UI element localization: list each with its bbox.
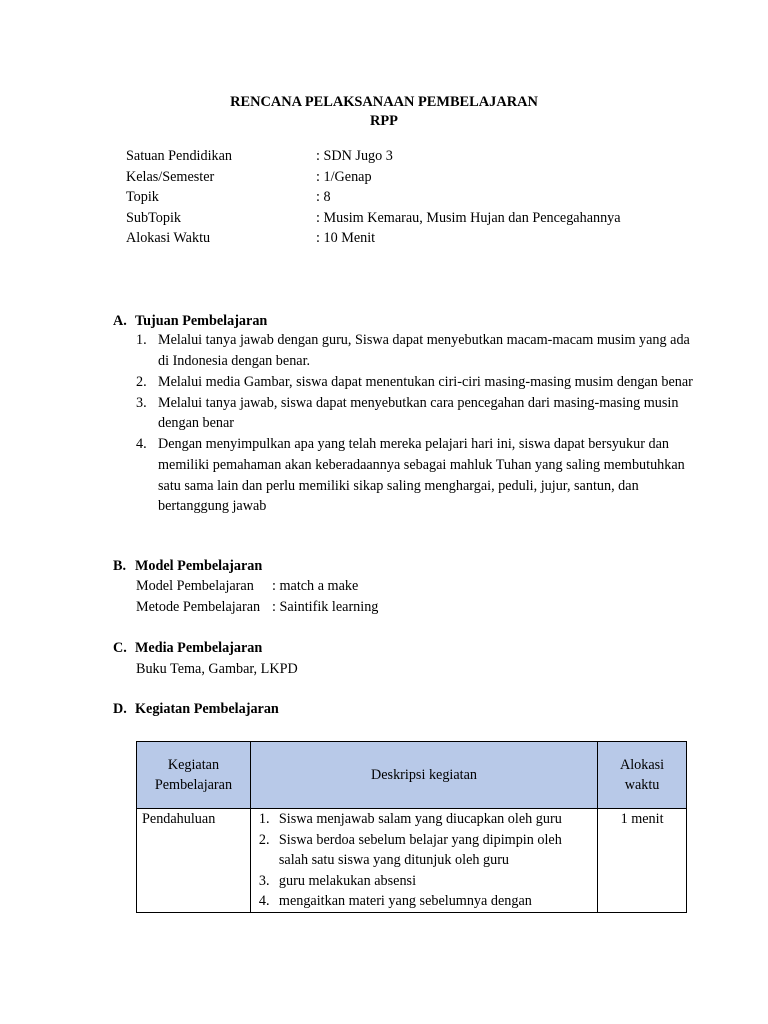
section-letter: B. <box>113 558 127 574</box>
section-letter: A. <box>113 313 127 329</box>
list-item <box>255 830 593 871</box>
list-number: 2. <box>258 831 270 848</box>
list-item <box>136 393 696 434</box>
identity-value: : Musim Kemarau, Musim Hujan dan Pencegahannya <box>316 209 621 226</box>
identity-row <box>126 228 375 248</box>
section-title: Kegiatan Pembelajaran <box>135 701 279 717</box>
list-number: 4. <box>136 436 147 453</box>
list-number: 4. <box>258 893 270 910</box>
list-number: 3. <box>258 872 270 889</box>
section-title: Model Pembelajaran <box>135 558 263 574</box>
section-title: Tujuan Pembelajaran <box>135 313 268 329</box>
col-header-kegiatan: Kegiatan Pembelajaran <box>137 742 251 809</box>
list-text: Melalui tanya jawab dengan guru, Siswa dapat menyebutkan macam-macam musim yang ada di Indonesia dengan benar. <box>158 332 690 369</box>
deskripsi-cell <box>250 809 597 913</box>
list-text: Melalui tanya jawab, siswa dapat menyebutkan cara pencegahan dari masing-masing musin dengan benar <box>158 394 679 432</box>
deskripsi-list <box>255 809 593 912</box>
section-c-heading <box>113 638 262 658</box>
list-item <box>255 871 593 892</box>
media-text: Buku Tema, Gambar, LKPD <box>136 661 298 677</box>
col-header-deskripsi: Deskripsi kegiatan <box>250 742 597 809</box>
col-header-alokasi: Alokasi waktu <box>598 742 687 809</box>
kegiatan-cell: Pendahuluan <box>137 809 251 913</box>
list-item <box>136 434 696 516</box>
list-text: Siswa menjawab salam yang diucapkan oleh guru <box>278 811 562 827</box>
identity-row <box>126 208 621 228</box>
metode-line <box>136 597 378 617</box>
identity-label: Kelas/Semester <box>126 168 215 185</box>
list-text: guru melakukan absensi <box>278 872 417 889</box>
identity-label: Satuan Pendidikan <box>126 148 232 164</box>
list-item <box>136 372 696 393</box>
table-header-row <box>137 742 687 809</box>
list-text: mengaitkan materi yang sebelumnya dengan <box>278 893 532 910</box>
metode-label: Metode Pembelajaran <box>136 598 261 615</box>
list-item <box>255 809 593 830</box>
list-text: Siswa berdoa sebelum belajar yang dipimpin oleh salah satu siswa yang ditunjuk oleh guru <box>278 831 562 869</box>
kegiatan-table <box>136 741 687 913</box>
section-a-heading <box>113 311 267 331</box>
document-subtitle: RPP <box>370 113 398 129</box>
section-letter: C. <box>113 640 127 656</box>
identity-value: : SDN Jugo 3 <box>316 148 393 164</box>
tujuan-list <box>136 330 696 517</box>
identity-row <box>126 187 331 207</box>
list-text: Dengan menyimpulkan apa yang telah mereka pelajari hari ini, siswa dapat bersyukur dan memiliki pemahaman akan keberadaannya sebagai mahluk Tuhan yang saling membutuhkan satu sama lain dan perlu memiliki sikap saling menghargai, peduli, jujur, santun, dan bertanggung jawab <box>158 436 685 515</box>
model-line <box>136 576 358 596</box>
list-text: Melalui media Gambar, siswa dapat menentukan ciri-ciri masing-masing musim dengan benar <box>158 373 693 390</box>
identity-row <box>126 146 393 166</box>
table-row <box>137 809 687 913</box>
section-b-heading <box>113 556 262 576</box>
model-label: Model Pembelajaran <box>136 578 254 594</box>
identity-value: : 1/Genap <box>316 168 372 185</box>
section-d-heading <box>113 699 279 719</box>
list-number: 1. <box>258 811 270 827</box>
list-number: 2. <box>136 373 147 390</box>
list-item <box>136 330 696 371</box>
list-number: 1. <box>136 332 147 348</box>
identity-value: : 10 Menit <box>316 230 376 246</box>
list-item <box>255 891 593 912</box>
identity-label: SubTopik <box>126 209 181 226</box>
identity-label: Topik <box>126 189 159 205</box>
alokasi-cell: 1 menit <box>598 809 687 913</box>
model-value: : match a make <box>272 578 359 594</box>
section-title: Media Pembelajaran <box>135 640 263 656</box>
identity-row <box>126 167 372 187</box>
identity-label: Alokasi Waktu <box>126 230 211 246</box>
list-number: 3. <box>136 394 147 411</box>
metode-value: : Saintifik learning <box>272 598 379 615</box>
identity-value: : 8 <box>316 189 331 205</box>
section-letter: D. <box>113 701 127 717</box>
document-title: RENCANA PELAKSANAAN PEMBELAJARAN <box>230 94 538 110</box>
